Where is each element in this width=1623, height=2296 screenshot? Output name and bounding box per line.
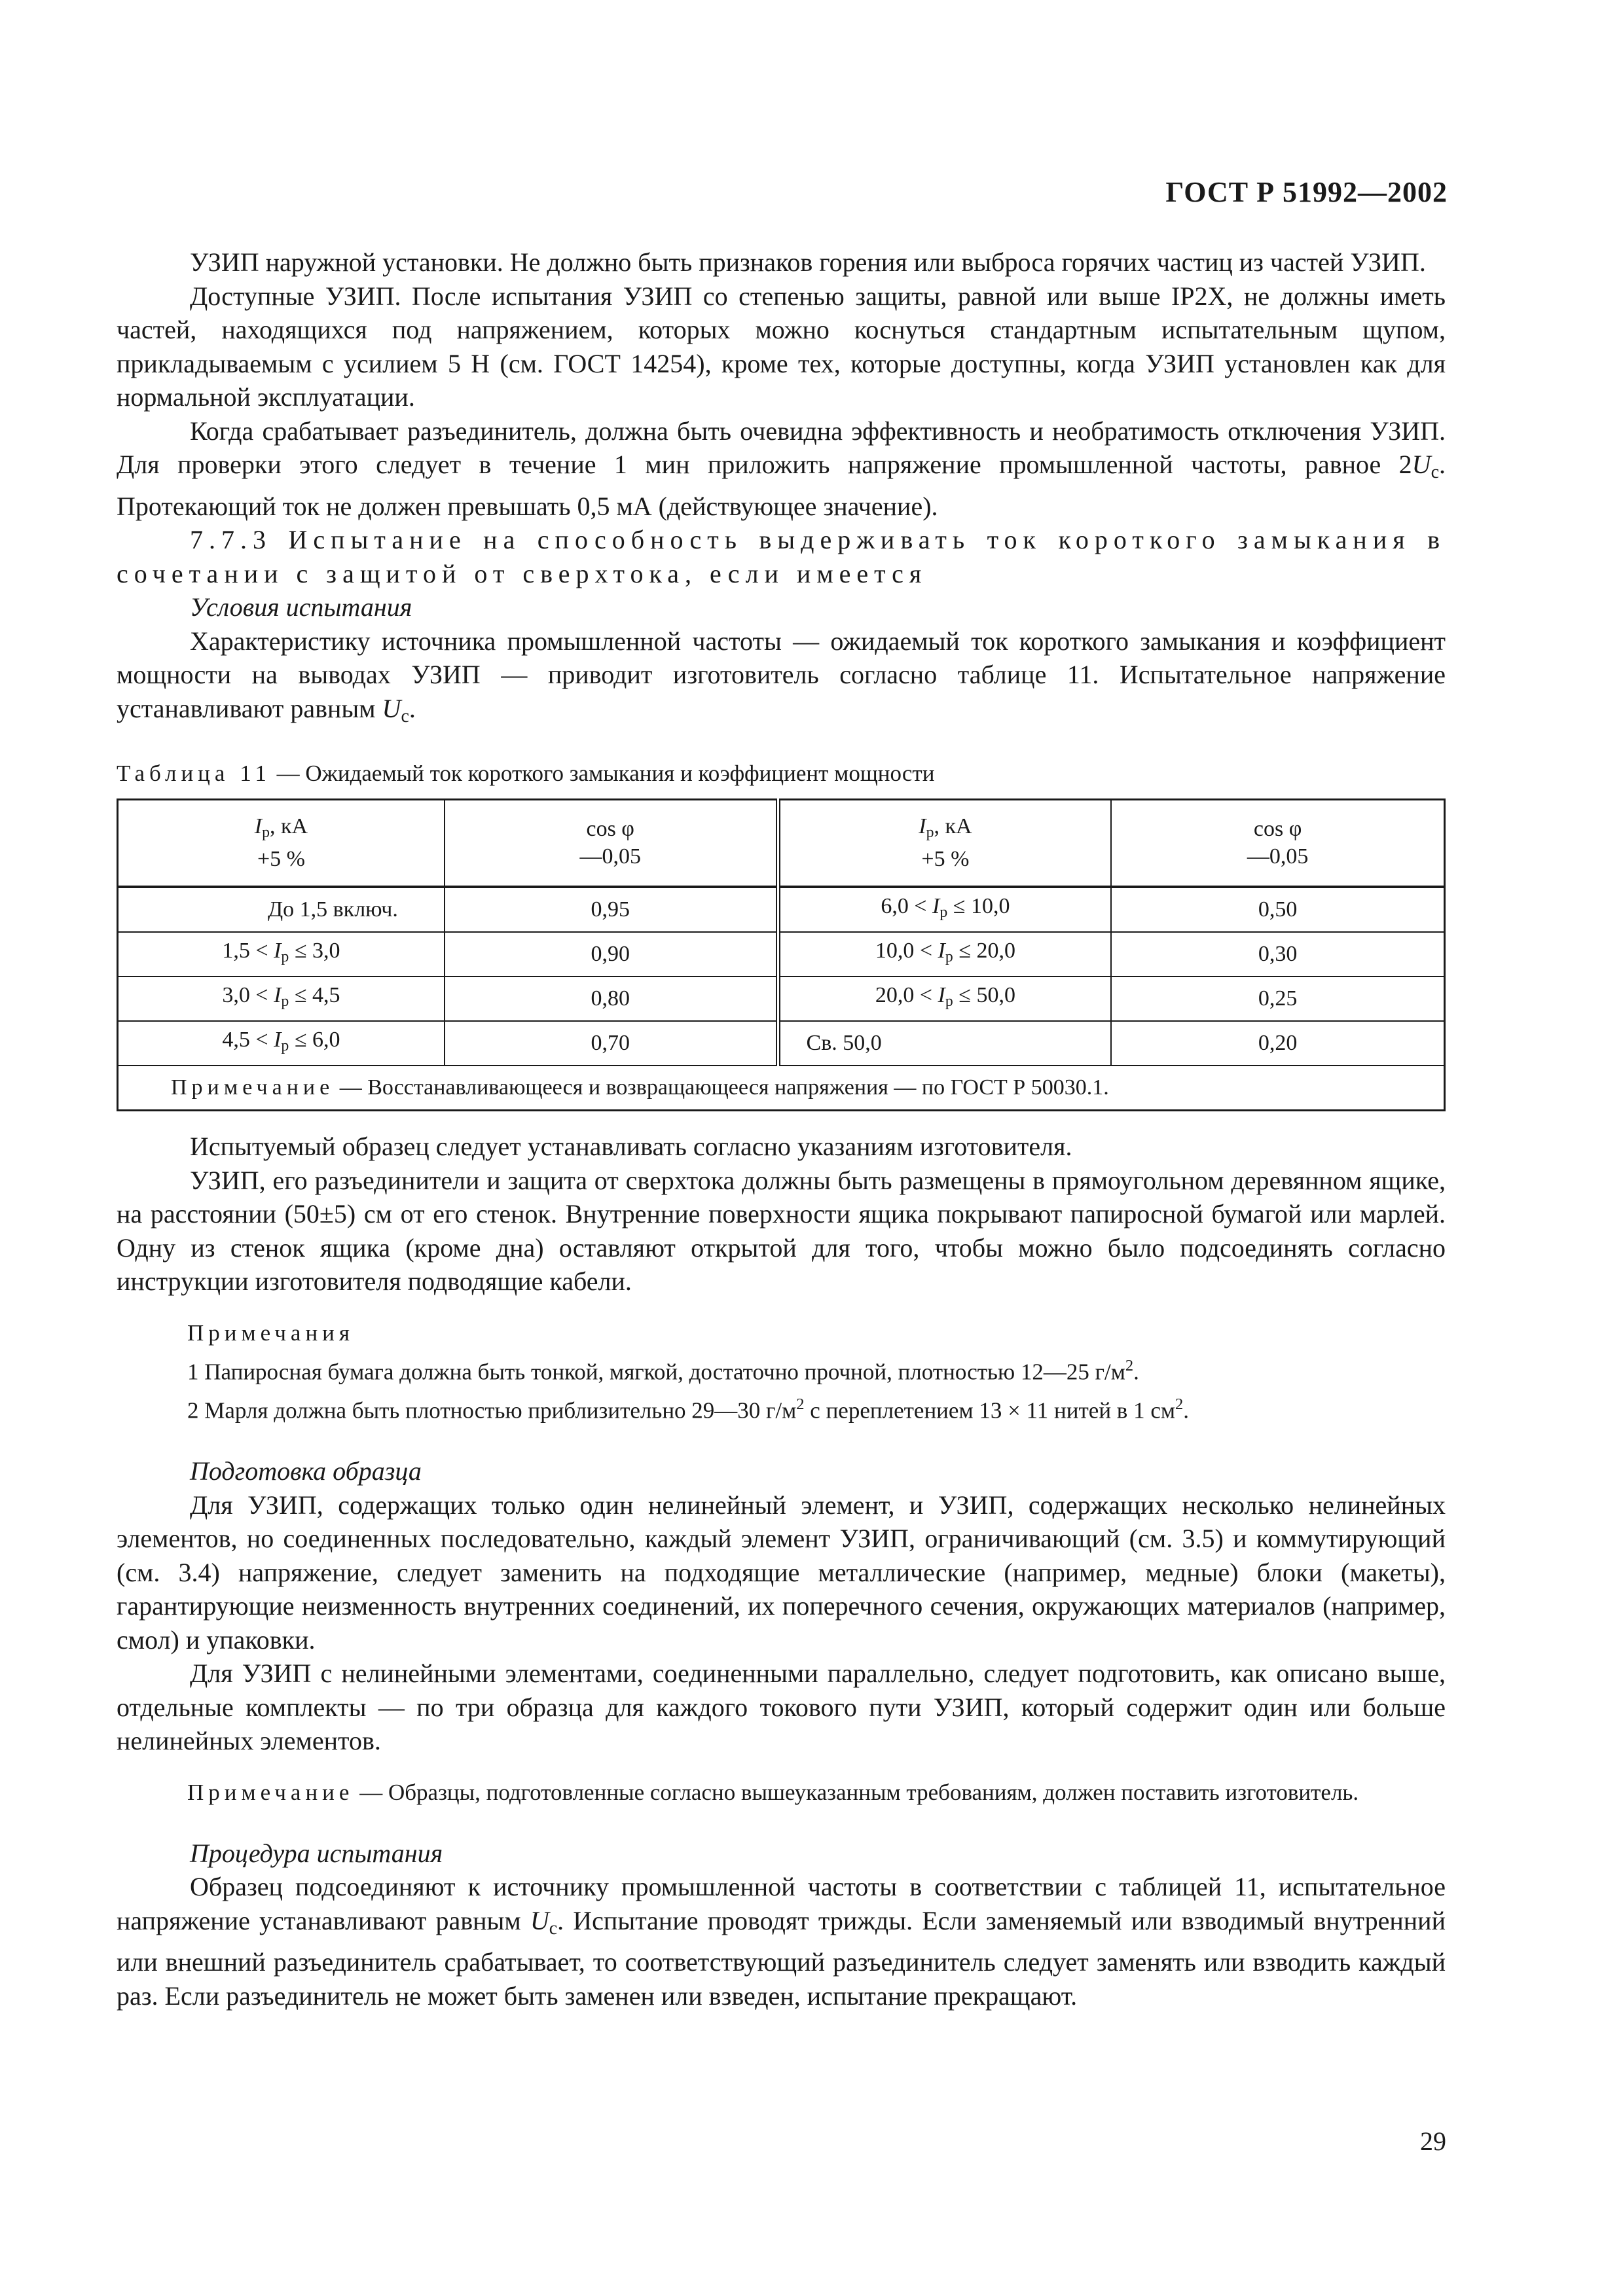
range-text: До 1,5 включ. xyxy=(267,897,398,922)
table-caption xyxy=(117,758,1446,789)
paragraph-parallel-elements: Для УЗИП с нелинейными элементами, соединенными параллельно, следует подготовить, как описано выше, отдельные комплекты — по три образца для каждого токового пути УЗИП, который содержит один или больше нелинейных элементов. xyxy=(117,1659,1446,1756)
symbol-i: I xyxy=(254,814,263,838)
cell-current-range xyxy=(118,1021,445,1066)
table-note-row xyxy=(118,1066,1445,1111)
paragraph-single-element: Для УЗИП, содержащих только один нелинейный элемент, и УЗИП, содержащих несколько нелинейных элементов, но соединенных последовательно, каждый элемент УЗИП, ограничивающий (см. 3.5) и коммутирующий (см. 3.4) напряжение, следует заменить на подходящие металлические (например, медные) блоки (макеты), гарантирующие неизменность внутренних соединений, их поперечного сечения, окружающих материалов (например, смол) и упаковки. xyxy=(117,1490,1446,1655)
symbol-i: I xyxy=(274,1028,282,1052)
header-cos: cos φ xyxy=(586,817,634,841)
range-text: 1,5 < xyxy=(222,939,274,963)
symbol-i: I xyxy=(932,894,940,919)
cell-cos: 0,30 xyxy=(1111,932,1444,977)
cell-current-range xyxy=(778,932,1111,977)
section-heading-7-7-3 xyxy=(117,523,1446,590)
cell-cos: 0,95 xyxy=(445,887,778,932)
section-number: 7.7.3 xyxy=(190,525,272,554)
notes-heading: Примечания xyxy=(187,1319,355,1346)
text-fragment: Характеристику источника промышленной частоты — ожидаемый ток короткого замыкания и коэффициент мощности на выводах УЗИП — приводит изготовитель согласно таблице 11. Испытательное напряжение устанавливают равным xyxy=(117,626,1446,723)
note-text: . xyxy=(1133,1358,1139,1384)
text-fragment: . Протекающий ток не должен превышать 0,5 мА (действующее значение). xyxy=(117,450,1446,521)
range-text: ≤ 50,0 xyxy=(953,983,1015,1008)
table-caption-label: Таблица 11 xyxy=(117,761,271,786)
subscript-p: р xyxy=(281,948,289,966)
range-text: ≤ 6,0 xyxy=(289,1028,340,1052)
document-body xyxy=(117,245,1446,2013)
symbol-i: I xyxy=(919,814,926,838)
table-row xyxy=(118,932,1445,977)
section-title: Испытание на способность выдерживать ток короткого замыкания в сочетании с защитой от сверхтока, если имеется xyxy=(117,525,1446,588)
range-text: 4,5 < xyxy=(222,1028,274,1052)
note-text: . xyxy=(1183,1397,1190,1424)
note-samples xyxy=(117,1776,1446,1809)
subscript-p: р xyxy=(281,993,289,1011)
subscript-p: р xyxy=(945,948,953,966)
paragraph-outdoor-spd: УЗИП наружной установки. Не должно быть признаков горения или выброса горячих частиц из частей УЗИП. xyxy=(190,247,1426,277)
notes-list xyxy=(117,1350,1446,1427)
subscript-c: с xyxy=(1431,462,1439,482)
paragraph-sample-mounting: Испытуемый образец следует устанавливать согласно указаниям изготовителя. xyxy=(190,1132,1072,1161)
cell-current-range xyxy=(118,932,445,977)
table-row xyxy=(118,1021,1445,1066)
symbol-i: I xyxy=(274,939,282,963)
note-text: с переплетением 13 × 11 нитей в 1 см xyxy=(804,1397,1176,1424)
heading-sample-preparation: Подготовка образца xyxy=(190,1456,422,1486)
cell-current-range xyxy=(778,977,1111,1021)
header-unit: , кА xyxy=(934,814,972,838)
range-text: Св. 50,0 xyxy=(806,1031,882,1056)
header-cos: cos φ xyxy=(1253,817,1302,841)
subscript-p: р xyxy=(939,904,948,922)
symbol-i: I xyxy=(938,939,945,963)
table-11 xyxy=(117,798,1446,1111)
range-text: 3,0 < xyxy=(222,983,274,1008)
header-tolerance: +5 % xyxy=(921,847,970,872)
symbol-i: I xyxy=(274,983,282,1008)
header-tolerance: —0,05 xyxy=(579,844,641,869)
range-text: 20,0 < xyxy=(875,983,938,1008)
symbol-u: U xyxy=(530,1905,549,1935)
superscript-2: 2 xyxy=(1125,1356,1134,1374)
cell-cos: 0,25 xyxy=(1111,977,1444,1021)
range-text: ≤ 4,5 xyxy=(289,983,340,1008)
range-text: ≤ 20,0 xyxy=(953,939,1015,963)
table-header-row xyxy=(118,800,1445,888)
table-note-text: — Восстанавливающееся и возвращающееся напряжения — по ГОСТ Р 50030.1. xyxy=(334,1075,1109,1100)
text-fragment: Образец подсоединяют к источнику промышленной частоты в соответствии с таблицей 11, испытательное напряжение устанавливают равным xyxy=(117,1872,1446,1935)
note-item xyxy=(117,1388,1446,1427)
note-label: Примечание xyxy=(187,1779,354,1805)
document-header: ГОСТ Р 51992—2002 xyxy=(1165,176,1448,208)
subscript-p: р xyxy=(262,823,270,841)
subscript-p: р xyxy=(281,1037,289,1055)
cell-cos: 0,50 xyxy=(1111,887,1444,932)
paragraph-source-characteristics xyxy=(117,624,1446,734)
cell-current-range xyxy=(778,1021,1111,1066)
note-text: 2 Марля должна быть плотностью приблизительно 29—30 г/м xyxy=(187,1397,797,1424)
cell-current-range xyxy=(118,977,445,1021)
text-fragment: . Испытание проводят трижды. Если заменяемый или взводимый внутренний или внешний разъединитель срабатывает, то соответствующий разъединитель следует заменять или взводить каждый раз. Если разъединитель не может быть заменен или взведен, испытание прекращают. xyxy=(117,1905,1446,2011)
subscript-p: р xyxy=(926,823,934,841)
table-row xyxy=(118,887,1445,932)
table-note xyxy=(118,1066,1445,1111)
page-number: 29 xyxy=(1420,2126,1446,2156)
text-fragment: Когда срабатывает разъединитель, должна быть очевидна эффективность и необратимость отключения УЗИП. Для проверки этого следует в течение 1 мин приложить напряжение промышленной частоты, равное 2 xyxy=(117,416,1446,479)
cell-current-range xyxy=(778,887,1111,932)
range-text: ≤ 10,0 xyxy=(947,894,1010,919)
table-row xyxy=(118,977,1445,1021)
symbol-u: U xyxy=(1412,450,1431,479)
range-text: 6,0 < xyxy=(881,894,933,919)
header-tolerance: +5 % xyxy=(257,847,305,872)
header-cell-ip xyxy=(778,800,1111,888)
table-note-label: Примечание xyxy=(171,1075,335,1100)
note-text: — Образцы, подготовленные согласно вышеуказанным требованиям, должен поставить изготовитель. xyxy=(354,1779,1359,1805)
cell-cos: 0,20 xyxy=(1111,1021,1444,1066)
symbol-i: I xyxy=(938,983,945,1008)
symbol-u: U xyxy=(382,693,401,723)
subscript-p: р xyxy=(945,993,953,1011)
subscript-c: с xyxy=(549,1918,558,1939)
header-tolerance: —0,05 xyxy=(1247,844,1309,869)
subscript-c: с xyxy=(401,706,409,726)
note-item xyxy=(117,1350,1446,1388)
header-cell-cos xyxy=(445,800,778,888)
cell-cos: 0,70 xyxy=(445,1021,778,1066)
paragraph-procedure xyxy=(117,1870,1446,2013)
cell-current-range xyxy=(118,887,445,932)
range-text: 10,0 < xyxy=(875,939,938,963)
header-unit: , кА xyxy=(270,814,308,838)
table-caption-text: — Ожидаемый ток короткого замыкания и коэффициент мощности xyxy=(270,761,935,786)
cell-cos: 0,90 xyxy=(445,932,778,977)
paragraph-wooden-box: УЗИП, его разъединители и защита от сверхтока должны быть размещены в прямоугольном деревянном ящике, на расстоянии (50±5) см от его стенок. Внутренние поверхности ящика покрывают папиросной бумагой или марлей. Одну из стенок ящика (кроме дна) оставляют открытой для того, чтобы можно было подсоединять согласно инструкции изготовителя подводящие кабели. xyxy=(117,1165,1446,1296)
note-text: 1 Папиросная бумага должна быть тонкой, мягкой, достаточно прочной, плотностью 12—25 г/м xyxy=(187,1358,1125,1384)
text-fragment: . xyxy=(409,693,416,723)
heading-test-procedure: Процедура испытания xyxy=(190,1838,443,1868)
header-cell-ip xyxy=(118,800,445,888)
range-text: ≤ 3,0 xyxy=(289,939,340,963)
paragraph-accessible-spd: Доступные УЗИП. После испытания УЗИП со степенью защиты, равной или выше IP2X, не должны иметь частей, находящихся под напряжением, которых можно коснуться стандартным испытательным щупом, прикладываемым с усилием 5 Н (см. ГОСТ 14254), кроме тех, которые доступны, когда УЗИП установлен как для нормальной эксплуатации. xyxy=(117,281,1446,412)
header-cell-cos xyxy=(1111,800,1444,888)
superscript-2: 2 xyxy=(796,1395,805,1413)
superscript-2: 2 xyxy=(1175,1395,1184,1413)
cell-cos: 0,80 xyxy=(445,977,778,1021)
heading-test-conditions: Условия испытания xyxy=(190,592,412,622)
paragraph-disconnector xyxy=(117,414,1446,524)
